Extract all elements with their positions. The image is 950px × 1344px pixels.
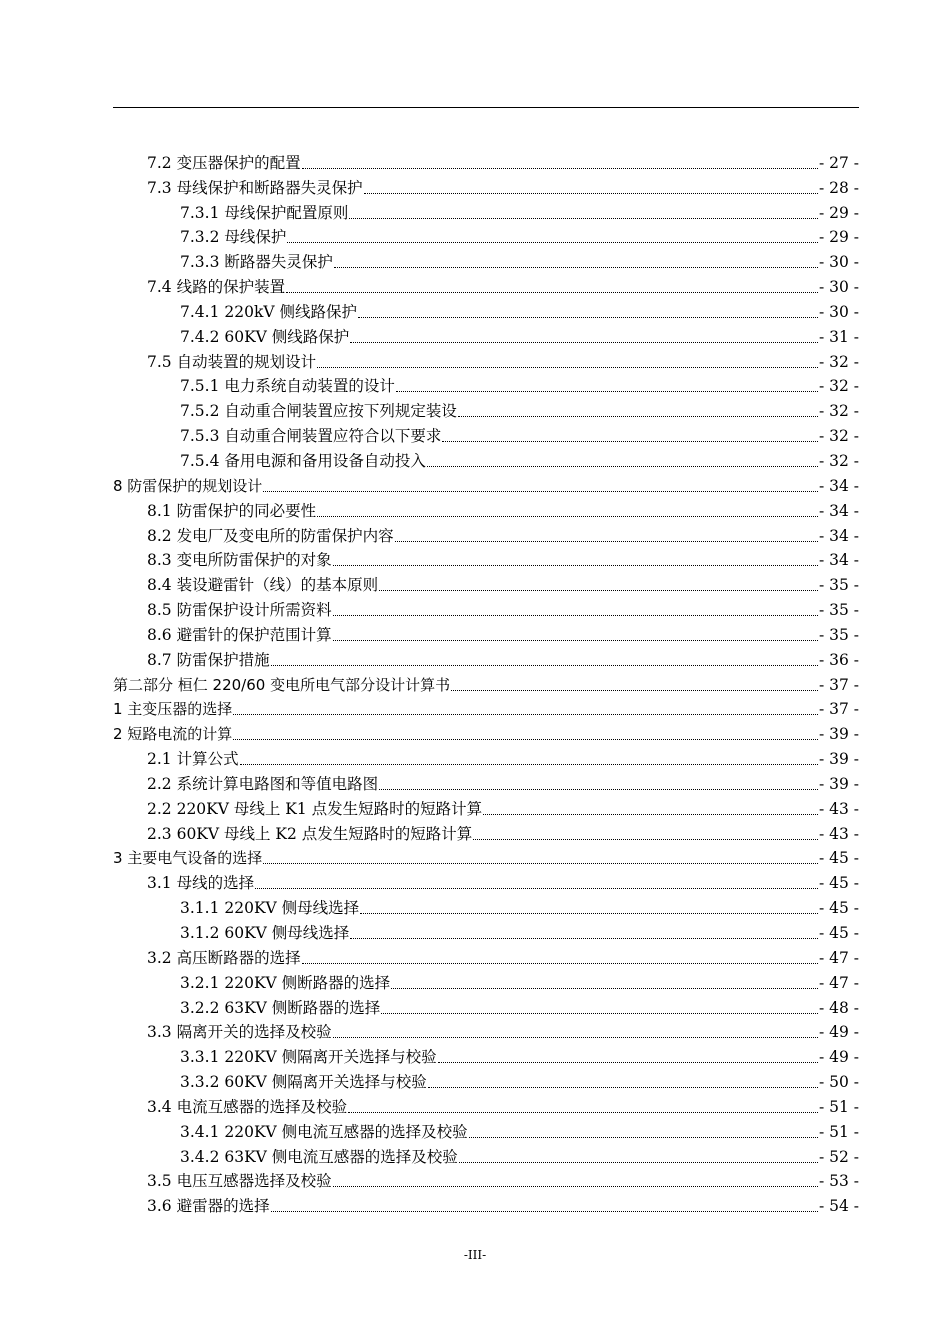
dot-leader (358, 317, 818, 318)
toc-entry-page: - 47 - (818, 948, 859, 967)
toc-entry-page: - 32 - (818, 352, 859, 371)
toc-entry-page: - 28 - (818, 178, 859, 197)
toc-entry[interactable] (0, 918, 950, 943)
toc-entry-page: - 37 - (818, 700, 859, 719)
toc-entry-title: 8.2 发电厂及变电所的防雷保护内容 (147, 526, 394, 545)
dot-leader (458, 416, 818, 417)
toc-entry[interactable] (0, 1117, 950, 1142)
toc-entry-page: - 32 - (818, 402, 859, 421)
dot-leader (317, 516, 818, 517)
toc-entry[interactable] (0, 993, 950, 1018)
dot-leader (240, 764, 818, 765)
toc-entry-page: - 36 - (818, 650, 859, 669)
toc-entry-title: 7.4 线路的保护装置 (147, 278, 286, 297)
toc-entry-title: 2.3 60KV 母线上 K2 点发生短路时的短路计算 (147, 824, 473, 843)
toc-entry-title: 3.4 电流互感器的选择及校验 (147, 1097, 348, 1116)
toc-entry-page: - 27 - (818, 153, 859, 172)
dot-leader (473, 839, 818, 840)
toc-entry-title: 第二部分 桓仁 220/60 变电所电气部分设计计算书 (113, 675, 451, 694)
toc-entry-title: 3 主要电气设备的选择 (113, 849, 263, 868)
toc-entry[interactable] (0, 1042, 950, 1067)
toc-entry-page: - 43 - (818, 799, 859, 818)
toc-entry[interactable] (0, 719, 950, 744)
toc-entry[interactable] (0, 868, 950, 893)
dot-leader (233, 739, 818, 740)
dot-leader (379, 789, 818, 790)
toc-entry[interactable] (0, 198, 950, 223)
dot-leader (360, 913, 818, 914)
toc-entry-page: - 51 - (818, 1122, 859, 1141)
toc-entry[interactable] (0, 471, 950, 496)
toc-entry[interactable] (0, 769, 950, 794)
dot-leader (334, 267, 818, 268)
toc-entry[interactable] (0, 347, 950, 372)
toc-entry[interactable] (0, 1167, 950, 1192)
dot-leader (263, 863, 818, 864)
toc-entry[interactable] (0, 943, 950, 968)
toc-entry-title: 8.5 防雷保护设计所需资料 (147, 601, 332, 620)
dot-leader (255, 888, 818, 889)
toc-entry-page: - 48 - (818, 998, 859, 1017)
toc-entry[interactable] (0, 546, 950, 571)
dot-leader (302, 963, 818, 964)
toc-entry-page: - 34 - (818, 501, 859, 520)
toc-entry-page: - 31 - (818, 327, 859, 346)
toc-entry-page: - 35 - (818, 625, 859, 644)
toc-entry-title: 8.3 变电所防雷保护的对象 (147, 551, 332, 570)
toc-entry-page: - 29 - (818, 228, 859, 247)
toc-entry-title: 3.1.2 60KV 侧母线选择 (180, 924, 350, 942)
toc-entry[interactable] (0, 272, 950, 297)
toc-entry[interactable] (0, 1191, 950, 1216)
toc-entry-title: 7.5.3 自动重合闸装置应符合以下要求 (180, 427, 442, 446)
toc-entry-title: 3.4.1 220KV 侧电流互感器的选择及校验 (180, 1122, 468, 1141)
toc-entry[interactable] (0, 223, 950, 248)
toc-entry-title: 8.4 装设避雷针（线）的基本原则 (147, 576, 379, 595)
dot-leader (381, 1013, 818, 1014)
toc-entry[interactable] (0, 521, 950, 546)
toc-entry-title: 3.1.1 220KV 侧母线选择 (180, 899, 360, 918)
toc-entry-title: 2.1 计算公式 (147, 750, 239, 769)
toc-entry[interactable] (0, 297, 950, 322)
toc-entry[interactable] (0, 794, 950, 819)
toc-entry-page: - 47 - (818, 973, 859, 992)
toc-entry-title: 7.5.4 备用电源和备用设备自动投入 (180, 451, 426, 470)
toc-entry-page: - 34 - (818, 526, 859, 545)
toc-entry-title: 2.2 220KV 母线上 K1 点发生短路时的短路计算 (147, 799, 483, 818)
dot-leader (333, 615, 818, 616)
dot-leader (287, 242, 818, 243)
dot-leader (333, 640, 818, 641)
toc-entry-title: 8.6 避雷针的保护范围计算 (147, 625, 332, 644)
toc-entry[interactable] (0, 1067, 950, 1092)
dot-leader (391, 988, 818, 989)
dot-leader (271, 1211, 818, 1212)
toc-entry-page: - 51 - (818, 1097, 859, 1116)
toc-entry-page: - 35 - (818, 576, 859, 595)
toc-entry[interactable] (0, 446, 950, 471)
toc-entry-page: - 32 - (818, 451, 859, 470)
header-rule (113, 107, 859, 108)
toc-entry-page: - 30 - (818, 302, 859, 321)
toc-entry-page: - 39 - (818, 725, 859, 744)
toc-entry[interactable] (0, 173, 950, 198)
dot-leader (469, 1137, 818, 1138)
toc-entry[interactable] (0, 1018, 950, 1043)
toc-entry-title: 8.1 防雷保护的同必要性 (147, 501, 317, 520)
toc-entry[interactable] (0, 148, 950, 173)
toc-entry-title: 7.2 变压器保护的配置 (147, 153, 301, 172)
toc-entry[interactable] (0, 496, 950, 521)
toc-entry-title: 8.7 防雷保护措施 (147, 650, 270, 669)
page-number: -III- (463, 1248, 487, 1262)
toc-entry[interactable] (0, 570, 950, 595)
toc-entry-title: 3.4.2 63KV 侧电流互感器的选择及校验 (180, 1147, 458, 1166)
toc-entry-page: - 29 - (818, 203, 859, 222)
dot-leader (395, 541, 818, 542)
dot-leader (364, 193, 818, 194)
toc-entry-title: 3.6 避雷器的选择 (147, 1197, 270, 1216)
dot-leader (483, 814, 818, 815)
toc-entry-page: - 45 - (818, 874, 859, 893)
toc-entry-page: - 52 - (818, 1147, 859, 1166)
toc-entry[interactable] (0, 595, 950, 620)
dot-leader (263, 491, 818, 492)
toc-entry[interactable] (0, 1092, 950, 1117)
dot-leader (379, 590, 818, 591)
toc-entry-page: - 50 - (818, 1073, 859, 1092)
toc-entry-title: 3.2 高压断路器的选择 (147, 948, 301, 967)
toc-entry-title: 2.2 系统计算电路图和等值电路图 (147, 774, 379, 793)
dot-leader (317, 367, 818, 368)
toc-entry[interactable] (0, 247, 950, 272)
toc-entry[interactable] (0, 893, 950, 918)
toc-entry-page: - 53 - (818, 1172, 859, 1191)
dot-leader (333, 565, 818, 566)
toc-entry-title: 7.4.2 60KV 侧线路保护 (180, 327, 350, 346)
toc-entry-page: - 43 - (818, 824, 859, 843)
toc-entry-page: - 32 - (818, 427, 859, 446)
toc-entry-title: 7.3.3 断路器失灵保护 (180, 253, 333, 272)
toc-entry[interactable] (0, 322, 950, 347)
dot-leader (271, 665, 818, 666)
toc-entry-page: - 49 - (818, 1023, 859, 1042)
dot-leader (286, 292, 818, 293)
toc-entry[interactable] (0, 844, 950, 869)
dot-leader (442, 441, 818, 442)
dot-leader (333, 1186, 818, 1187)
toc-entry-title: 8 防雷保护的规划设计 (113, 476, 263, 495)
toc-entry-page: - 35 - (818, 601, 859, 620)
toc-entry[interactable] (0, 421, 950, 446)
dot-leader (438, 1062, 818, 1063)
toc-entry-page: - 34 - (818, 476, 859, 495)
toc-entry[interactable] (0, 620, 950, 645)
toc-entry-title: 7.5 自动装置的规划设计 (147, 352, 317, 371)
toc-entry-title: 3.2.1 220KV 侧断路器的选择 (180, 973, 391, 992)
dot-leader (348, 1112, 818, 1113)
toc-entry-title: 3.3.2 60KV 侧隔离开关选择与校验 (180, 1073, 427, 1092)
toc-entry-page: - 49 - (818, 1048, 859, 1067)
toc-entry-page: - 54 - (818, 1197, 859, 1216)
toc-entry-page: - 30 - (818, 278, 859, 297)
dot-leader (451, 690, 818, 691)
toc-entry-title: 3.1 母线的选择 (147, 874, 255, 893)
toc-entry-title: 7.3 母线保护和断路器失灵保护 (147, 178, 363, 197)
toc-entry[interactable] (0, 695, 950, 720)
dot-leader (233, 714, 818, 715)
dot-leader (396, 391, 818, 392)
dot-leader (333, 1037, 818, 1038)
toc-entry-page: - 37 - (818, 675, 859, 694)
toc-entry-page: - 45 - (818, 899, 859, 918)
toc-entry[interactable] (0, 670, 950, 695)
dot-leader (349, 218, 818, 219)
toc-entry[interactable] (0, 1142, 950, 1167)
toc-entry[interactable] (0, 645, 950, 670)
toc-entry-page: - 32 - (818, 377, 859, 396)
dot-leader (350, 938, 818, 939)
toc-entry-title: 3.3.1 220KV 侧隔离开关选择与校验 (180, 1048, 437, 1067)
toc-entry-title: 7.5.1 电力系统自动装置的设计 (180, 377, 395, 396)
toc-entry-title: 3.5 电压互感器选择及校验 (147, 1172, 332, 1191)
dot-leader (350, 342, 818, 343)
dot-leader (302, 168, 818, 169)
table-of-contents (0, 148, 950, 1216)
toc-entry[interactable] (0, 819, 950, 844)
toc-entry-title: 7.3.1 母线保护配置原则 (180, 203, 349, 222)
toc-entry-title: 7.5.2 自动重合闸装置应按下列规定装设 (180, 402, 457, 421)
toc-entry-title: 7.4.1 220kV 侧线路保护 (180, 302, 357, 321)
dot-leader (459, 1162, 818, 1163)
toc-entry-title: 7.3.2 母线保护 (180, 228, 287, 247)
toc-entry-page: - 45 - (818, 924, 859, 942)
toc-entry-page: - 34 - (818, 551, 859, 570)
toc-entry-title: 2 短路电流的计算 (113, 725, 233, 744)
toc-entry-page: - 39 - (818, 750, 859, 769)
dot-leader (427, 466, 818, 467)
toc-entry-title: 3.2.2 63KV 侧断路器的选择 (180, 998, 381, 1017)
toc-entry[interactable] (0, 968, 950, 993)
toc-entry-page: - 39 - (818, 774, 859, 793)
toc-entry[interactable] (0, 372, 950, 397)
toc-entry-page: - 30 - (818, 253, 859, 272)
dot-leader (428, 1087, 818, 1088)
toc-entry-page: - 45 - (818, 849, 859, 868)
toc-entry-title: 1 主变压器的选择 (113, 700, 233, 719)
toc-entry[interactable] (0, 396, 950, 421)
toc-entry-title: 3.3 隔离开关的选择及校验 (147, 1023, 332, 1042)
toc-entry[interactable] (0, 744, 950, 769)
